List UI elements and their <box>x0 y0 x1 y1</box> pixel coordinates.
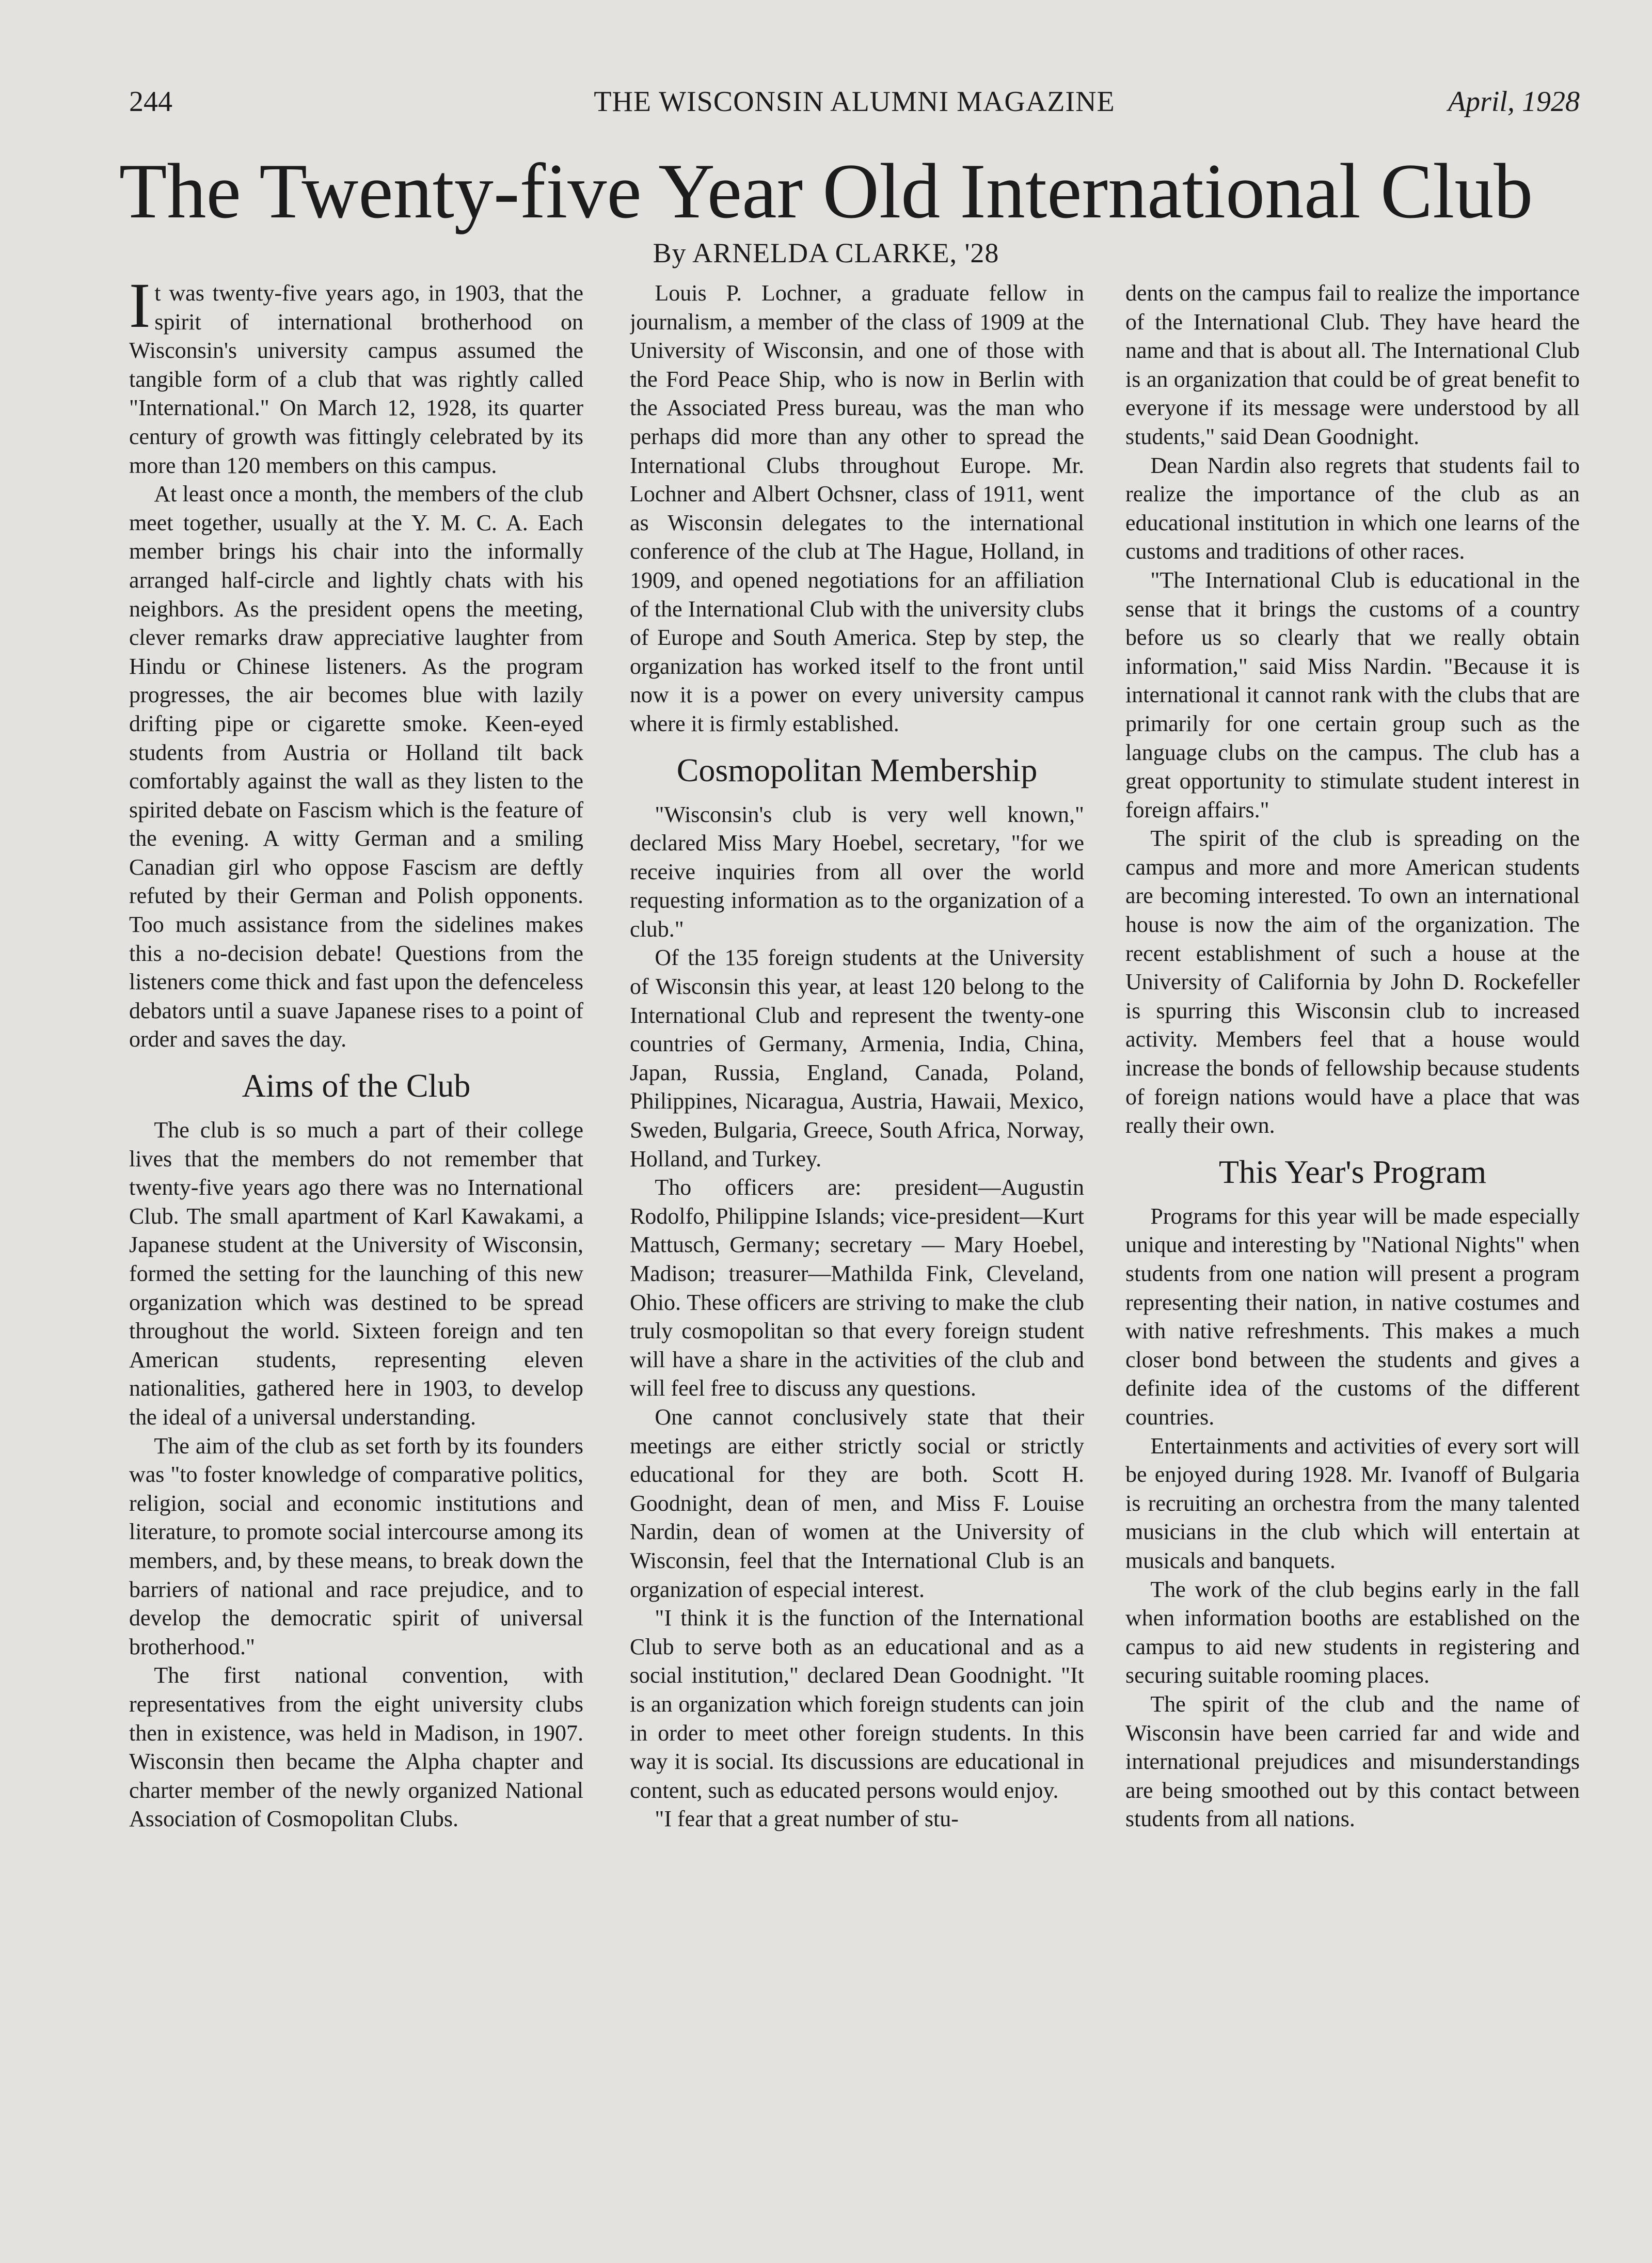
paragraph: Dean Nardin also regrets that students fail to realize the importance of the club as an educational institution in which one learns of the customs and traditions of other races. <box>1125 452 1580 564</box>
paragraph: Tho officers are: president—Augustin Rodolfo, Philippine Islands; vice-president—Kurt Mattusch, Germany; secretary — Mary Hoebel, Madison; treasurer—Mathilda Fink, Cleveland, Ohio. These officers are striving to make the club truly cosmopolitan so that every foreign student will have a share in the activities of the club and will feel free to discuss any questions. <box>630 1175 1084 1401</box>
paragraph: At least once a month, the members of the club meet together, usually at the Y. M. C. A. Each member brings his chair into the informally arranged half-circle and lightly chats with his neighbors. As the president opens the meeting, clever remarks draw appreciative laughter from Hindu or Chinese listeners. As the program progresses, the air becomes blue with lazily drifting pipe or cigarette smoke. Keen-eyed students from Austria or Holland tilt back comfortably against the wall as they listen to the spirited debate on Fascism which is the feature of the evening. A witty German and a smiling Canadian girl who oppose Fascism are deftly refuted by their German and Polish opponents. Too much assistance from the sidelines makes this a no-decision debate! Questions from the listeners come thick and fast upon the defenceless debators until a suave Japanese rises to a point of order and saves the day. <box>129 481 583 1052</box>
paragraph: Of the 135 foreign students at the University of Wisconsin this year, at least 120 belong to the International Club and represent the twenty-one countries of Germany, Armenia, India, China, Japan, Russia, England, Canada, Poland, Philippines, Nicaragua, Austria, Hawaii, Mexico, Sweden, Bulgaria, Greece, South Africa, Norway, Holland, and Turkey. <box>630 945 1084 1172</box>
paragraph: The work of the club begins early in the fall when information booths are established on the campus to aid new students in registering and securing suitable rooming places. <box>1125 1576 1580 1688</box>
article-title: The Twenty-five Year Old International Club <box>119 148 1533 234</box>
paragraph: "I think it is the function of the International Club to serve both as an educational and as a social institution," declared Dean Goodnight. "It is an organization which foreign students can join in order to meet other foreign students. In this way it is social. Its discussions are educational in content, such as educated persons would enjoy. <box>630 1605 1084 1803</box>
paragraph: Programs for this year will be made especially unique and interesting by "National Nights" when students from one nation will present a program representing their nation, in native costumes and with native refreshments. This makes a much closer bond between the students and gives a definite idea of the customs of the different countries. <box>1125 1203 1580 1430</box>
column-3 <box>1125 279 1580 2189</box>
byline: By ARNELDA CLARKE, '28 <box>653 238 999 268</box>
paragraph: "I fear that a great number of stu- <box>655 1806 959 1832</box>
paragraph: Louis P. Lochner, a graduate fellow in journalism, a member of the class of 1909 at the University of Wisconsin, and one of those with the Ford Peace Ship, who is now in Berlin with the Associated Press bureau, was the man who perhaps did more than any other to spread the International Clubs throughout Europe. Mr. Lochner and Albert Ochsner, class of 1911, went as Wisconsin delegates to the international conference of the club at The Hague, Holland, in 1909, and opened negotiations for an affiliation of the International Club with the university clubs of Europe and South America. Step by step, the organization has worked itself to the front until now it is a power on every university campus where it is firmly established. <box>630 280 1084 736</box>
section-heading-membership: Cosmopolitan Membership <box>676 751 1038 788</box>
paragraph: Entertainments and activities of every sort will be enjoyed during 1928. Mr. Ivanoff of Bulgaria is recruiting an orchestra from the many talented musicians in the club which will entertain at musicals and banquets. <box>1125 1433 1580 1573</box>
column-2 <box>630 279 1084 2189</box>
magazine-name: THE WISCONSIN ALUMNI MAGAZINE <box>594 86 1115 118</box>
paragraph: The spirit of the club is spreading on the campus and more and more American students are becoming interested. To own an international house is now the aim of the organization. The recent establishment of such a house at the University of California by John D. Rockefeller is spurring this Wisconsin club to increased activity. Members feel that a house would increase the bonds of fellowship because students of foreign nations would have a place that was really their own. <box>1125 826 1580 1138</box>
issue-date: April, 1928 <box>1448 86 1580 118</box>
paragraph: The aim of the club as set forth by its founders was "to foster knowledge of comparative politics, religion, social and economic institutions and literature, to promote social intercourse among its members, and, by these means, to break down the barriers of national and race prejudice, and to develop the democratic spirit of universal brotherhood." <box>129 1433 583 1659</box>
running-head <box>129 85 1580 126</box>
paragraph: The spirit of the club and the name of Wisconsin have been carried far and wide and international prejudices and misunderstandings are being smoothed out by this contact between students from all nations. <box>1125 1691 1580 1832</box>
paragraph: dents on the campus fail to realize the importance of the International Club. They have heard the name and that is about all. The International Club is an organization that could be of great benefit to everyone if its message were understood by all students," said Dean Goodnight. <box>1125 280 1580 449</box>
paragraph: "Wisconsin's club is very well known," declared Miss Mary Hoebel, secretary, "for we receive inquiries from all over the world requesting information as to the organization of a club." <box>630 801 1084 942</box>
paragraph: It was twenty-five years ago, in 1903, that the spirit of international brotherhood on Wisconsin's university campus assumed the tangible form of a club that was rightly called "International." On March 12, 1928, its quarter century of growth was fittingly celebrated by its more than 120 members on this campus. <box>129 279 583 478</box>
section-heading-aims: Aims of the Club <box>242 1067 471 1104</box>
paragraph: "The International Club is educational in the sense that it brings the customs of a country before us so clearly that we really obtain information," said Miss Nardin. "Because it is international it cannot rank with the clubs that are primarily for one certain group such as the language clubs on the campus. The club has a great opportunity to stimulate student interest in foreign affairs." <box>1125 567 1580 822</box>
paragraph: One cannot conclusively state that their meetings are either strictly social or strictly educational for they are both. Scott H. Goodnight, dean of men, and Miss F. Louise Nardin, dean of women at the University of Wisconsin, feel that the International Club is an organization of especial interest. <box>630 1404 1084 1602</box>
paragraph: The first national convention, with representatives from the eight university clubs then in existence, was held in Madison, in 1907. Wisconsin then became the Alpha chapter and charter member of the newly organized National Association of Cosmopolitan Clubs. <box>129 1663 583 1832</box>
page-number: 244 <box>129 86 172 118</box>
section-heading-program: This Year's Program <box>1218 1153 1487 1190</box>
column-1 <box>129 279 583 2189</box>
paragraph: The club is so much a part of their college lives that the members do not remember that twenty-five years ago there was no International Club. The small apartment of Karl Kawakami, a Japanese student at the University of Wisconsin, formed the setting for the launching of this new organization which was destined to be spread throughout the world. Sixteen foreign and ten American students, representing eleven nationalities, gathered here in 1903, to develop the ideal of a universal understanding. <box>129 1117 583 1430</box>
